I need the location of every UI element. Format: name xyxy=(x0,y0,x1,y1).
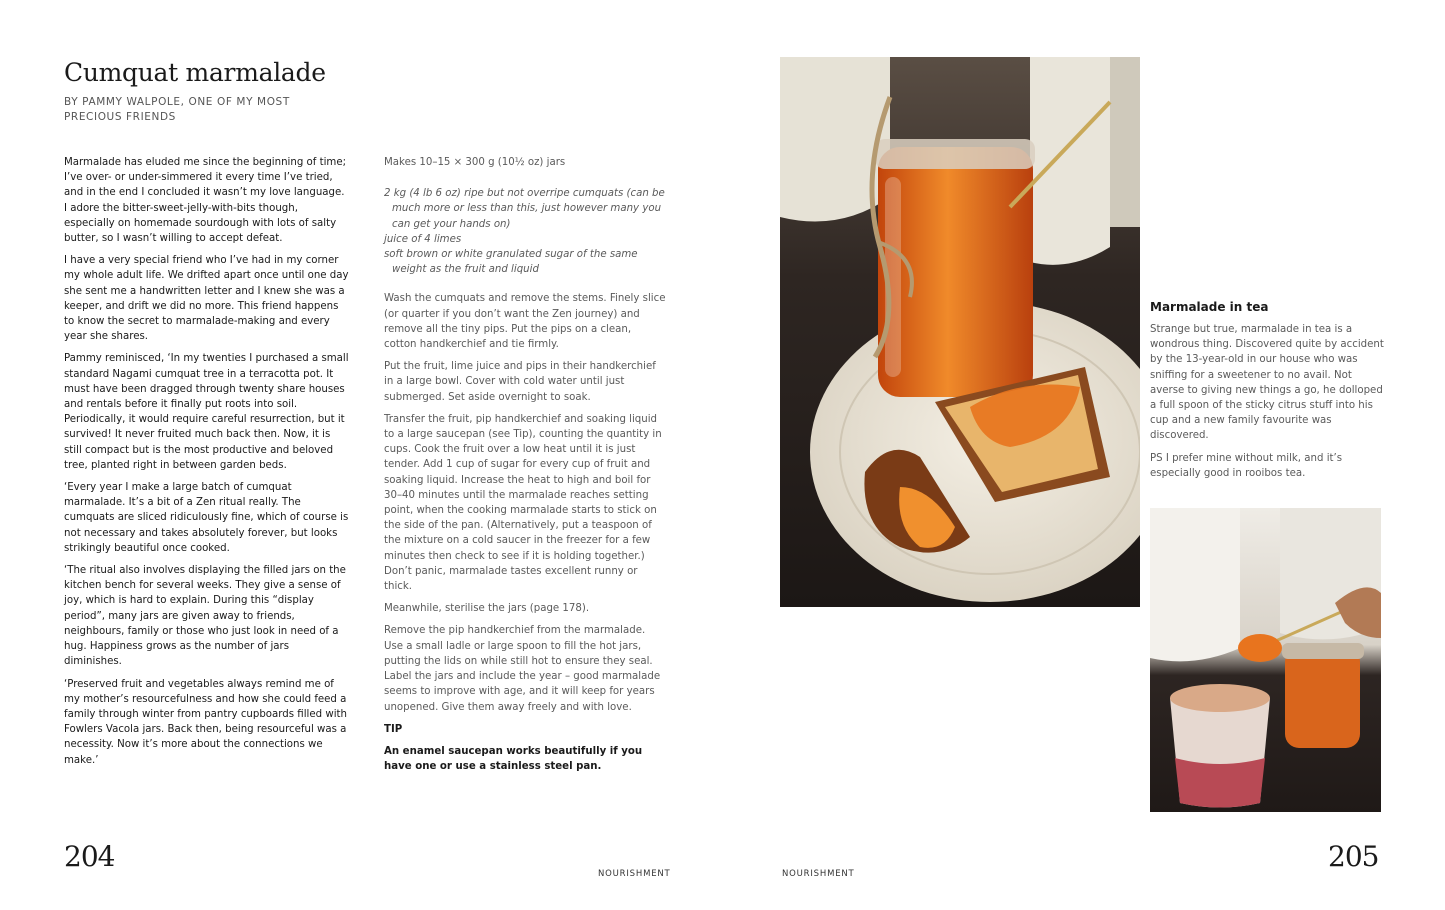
page-number-right: 205 xyxy=(1328,840,1379,873)
marmalade-jar-photo xyxy=(780,57,1140,607)
recipe xyxy=(384,155,666,781)
method-step: Meanwhile, sterilise the jars (page 178). xyxy=(384,603,590,615)
intro-paragraph: Pammy reminisced, ‘In my twenties I purchased a small standard Nagami cumquat tree in a terracotta pot. It must have been dragged through twenty share houses and rentals before it finally put roots into soil. Periodically, it would require careful resurrection, but it survived! It never fruited much back then. Now, it is still compact but is the most productive and beloved tree, planted right in between garden beds. xyxy=(64,353,349,471)
sidebar-paragraph: Strange but true, marmalade in tea is a wondrous thing. Discovered quite by accident by the 13-year-old in our house who was sniffing for a sweetener to no avail. Not averse to giving new things a go, he dolloped a full spoon of the sticky citrus stuff into his cup and a new family favourite was discovered. xyxy=(1150,324,1384,442)
method-step: Transfer the fruit, pip handkerchief and soaking liquid to a large saucepan (see Tip), counting the quantity in cups. Cook the fruit over a low heat until it is just tender. Add 1 cup of sugar for every cup of fruit and soaking liquid. Increase the heat to high and boil for 30–40 minutes until the marmalade reaches setting point, when the cooking marmalade starts to stick on the side of the pan. (Alternatively, put a teaspoon of the mixture on a cold saucer in the freezer for a few minutes then check to see if it is holding together.) Don’t panic, marmalade tastes excellent runny or thick. xyxy=(384,413,662,593)
tip-text: An enamel saucepan works beautifully if you have one or use a stainless steel pan. xyxy=(384,745,643,773)
intro-paragraph: I have a very special friend who I’ve had in my corner my whole adult life. We drifted apart once until one day she sent me a handwritten letter and I knew she was a keeper, and drift we did no more. This friend happens to know the secret to marmalade-making and every year she shares. xyxy=(64,255,349,343)
byline: BY PAMMY WALPOLE, ONE OF MY MOST PRECIOUS FRIENDS xyxy=(64,96,290,123)
method-step: Wash the cumquats and remove the stems. Finely slice (or quarter if you don’t want the Zen journey) and remove all the tiny pips. Put the pips on a clean, cotton handkerchief and tie firmly. xyxy=(384,293,666,351)
intro-paragraph: ‘Every year I make a large batch of cumquat marmalade. It’s a bit of a Zen ritual really. The cumquats are sliced ridiculously fine, which of course is not necessary and takes absolutely forever, but looks strikingly beautiful once cooked. xyxy=(64,482,349,554)
marmalade-jar-illustration xyxy=(780,57,1140,607)
section-label-right: NOURISHMENT xyxy=(782,869,855,879)
method-step: Remove the pip handkerchief from the marmalade. Use a small ladle or large spoon to fill the hot jars, putting the lids on while still hot to ensure they seal. Label the jars and include the year – good marmalade seems to improve with age, and it will keep for years unopened. Give them away freely and with love. xyxy=(384,625,661,713)
page-title: Cumquat marmalade xyxy=(64,58,326,87)
method-step: Put the fruit, lime juice and pips in their handkerchief in a large bowl. Cover with cold water until just submerged. Set aside overnight to soak. xyxy=(384,361,656,403)
ingredient-item: 2 kg (4 lb 6 oz) ripe but not overripe cumquats (can be much more or less than this, just however many you can get your hands on) xyxy=(384,188,665,230)
ingredient-item: juice of 4 limes xyxy=(384,233,462,245)
tea-cup-illustration xyxy=(1150,508,1381,812)
tip-heading: TIP xyxy=(384,723,403,735)
sidebar-heading: Marmalade in tea xyxy=(1150,300,1269,314)
recipe-yield: Makes 10–15 × 300 g (10½ oz) jars xyxy=(384,157,566,168)
intro-text xyxy=(64,155,349,775)
intro-paragraph: ‘Preserved fruit and vegetables always remind me of my mother’s resourcefulness and how she could feed a family through winter from pantry cupboards filled with Fowlers Vacola jars. Back then, being resourceful was a necessity. Now it’s more about the connections we make.’ xyxy=(64,678,347,766)
sidebar-paragraph: PS I prefer mine without milk, and it’s especially good in rooibos tea. xyxy=(1150,452,1343,479)
page-number-left: 204 xyxy=(64,840,115,873)
sidebar-note xyxy=(1150,300,1385,488)
intro-paragraph: ‘The ritual also involves displaying the filled jars on the kitchen bench for several weeks. They give a sense of joy, which is hard to explain. During this “display period”, many jars are given away to friends, neighbours, family or those who just look in need of a hug. Happiness grows as the number of jars diminishes. xyxy=(64,565,346,668)
tea-photo xyxy=(1150,508,1381,812)
ingredient-item: soft brown or white granulated sugar of the same weight as the fruit and liquid xyxy=(384,249,638,276)
ingredient-list xyxy=(384,186,666,277)
intro-paragraph: Marmalade has eluded me since the beginning of time; I’ve over- or under-simmered it every time I’ve tried, and in the end I concluded it wasn’t my love language. I adore the bitter-sweet-jelly-with-bits though, especially on homemade sourdough with lots of salty butter, so I wasn’t willing to accept defeat. xyxy=(64,157,347,245)
section-label-left: NOURISHMENT xyxy=(598,869,671,879)
